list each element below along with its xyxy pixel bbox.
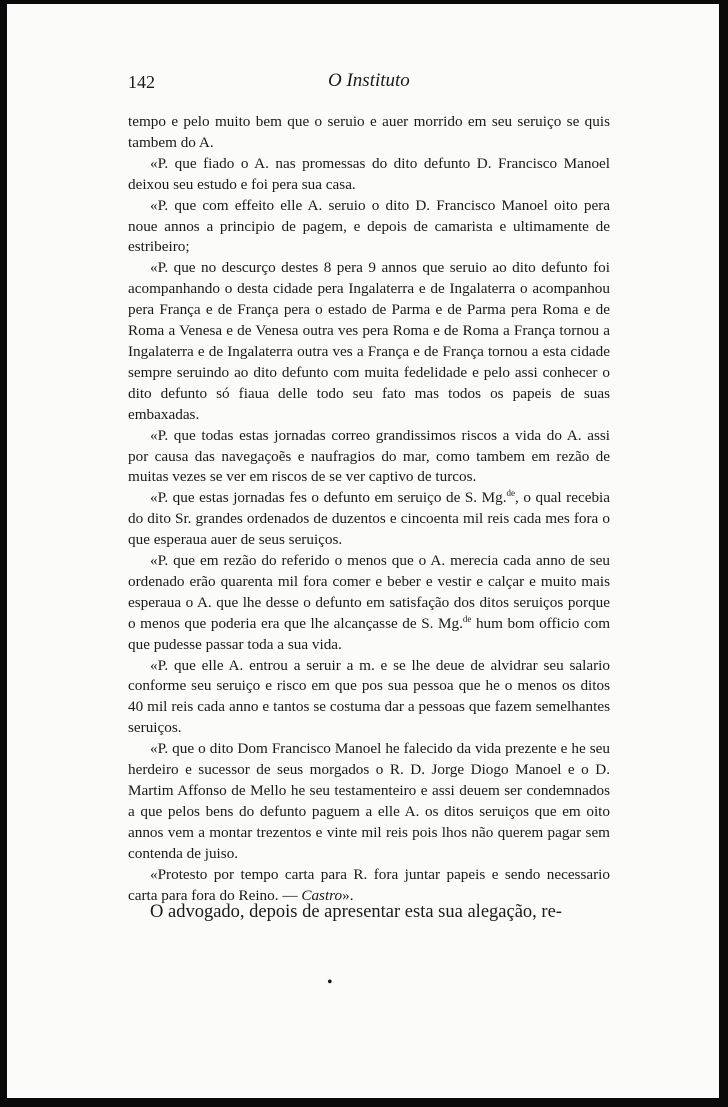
text-span: ». (342, 886, 354, 904)
paragraph (128, 551, 610, 656)
paragraph: «P. que com effeito elle A. seruio o dito D. Francisco Manoel oito pera noue annos a principio de pagem, e depois de camarista e ultimamente de estribeiro; (128, 196, 610, 256)
paragraph: «P. que no descurço destes 8 pera 9 annos que seruio ao dito defunto foi acompanhando o desta cidade pera Ingalaterra e de Ingalaterra o acompanhou pera França e de França pera o estado de Parma e de Parma pera Roma e de Roma a Venesa e de Venesa outra ves pera Roma e de Roma a França tornou a Ingalaterra e de Ingalaterra outra ves a França e de França tornou a esta cidade sempre seruindo ao dito defunto com muita fedelidade e pelo assi conhecer o dito defunto só fiaua delle todo seu fato mas todos os papeis de suas embaxadas. (128, 259, 610, 423)
signature-name: Castro (301, 886, 343, 904)
text-span: «P. que estas jornadas fes o defunto em seruiço de S. Mg. (150, 489, 507, 507)
scan-border-bottom (0, 1098, 728, 1107)
paragraph-continuation: tempo e pelo muito bem que o seruio e auer morrido em seu seruiço se quis tambem do A. (128, 113, 610, 151)
text-span: hum bom officio com que pudesse passar toda a sua vida. (128, 614, 611, 653)
paragraph: «P. que o dito Dom Francisco Manoel he falecido da vida prezente e he seu herdeiro e sucessor de seus morgados o R. D. Jorge Diogo Manoel e o D. Martim Affonso de Mello he seu testamenteiro e assi deuem ser condemnados a que pelos bens do defunto paguem a elle A. os ditos seruiços que em oito annos vem a montar trezentos e vinte mil reis pois lhos não querem pagar sem contenda de juiso. (128, 740, 610, 862)
stray-ink-mark: • (327, 974, 333, 991)
superscript: de (462, 613, 472, 624)
text-span: «Protesto por tempo carta para R. fora juntar papeis e sendo necessario carta para fora do Reino. — (128, 865, 610, 904)
scan-border-right (719, 0, 728, 1107)
paragraph (128, 488, 610, 551)
paragraph: «P. que elle A. entrou a seruir a m. e se lhe deue de alvidrar seu salario conforme seu seruiço e risco em que pos sua pessoa que he o menos os ditos 40 mil reis cada anno e tantos se costuma dar a pessoas que fazem semelhantes seruiços. (128, 656, 610, 737)
paragraph: «P. que todas estas jornadas correo grandissimos riscos a vida do A. assi por causa das navegaçoẽs e naufragios do mar, como tambem em rezão de muitas vezes se ver em riscos de se ver captivo de turcos. (128, 426, 610, 486)
page-header (128, 66, 610, 96)
body-text (128, 112, 610, 906)
text-span: , o qual recebia do dito Sr. grandes ordenados de duzentos e cincoenta mil reis cada mes fora o que esperaua auer de seus seruiços. (128, 489, 610, 549)
text-span: «P. que em rezão do referido o menos que o A. merecia cada anno de seu ordenado erão quarenta mil fora comer e beber e vestir e calçar e muito mais esperaua o A. que lhe desse o defunto em satisfação dos ditos seruiços porque o menos que poderia era que lhe alcançasse de S. Mg. (128, 552, 610, 632)
paragraph: «P. que fiado o A. nas promessas do dito defunto D. Francisco Manoel deixou seu estudo e foi pera sua casa. (128, 154, 610, 193)
running-title: O Instituto (328, 70, 410, 91)
page-number: 142 (128, 72, 155, 92)
scan-border-left (0, 0, 7, 1107)
final-paragraph: O advogado, depois de apresentar esta sua alegação, re- (150, 902, 562, 922)
superscript: de (506, 488, 516, 499)
